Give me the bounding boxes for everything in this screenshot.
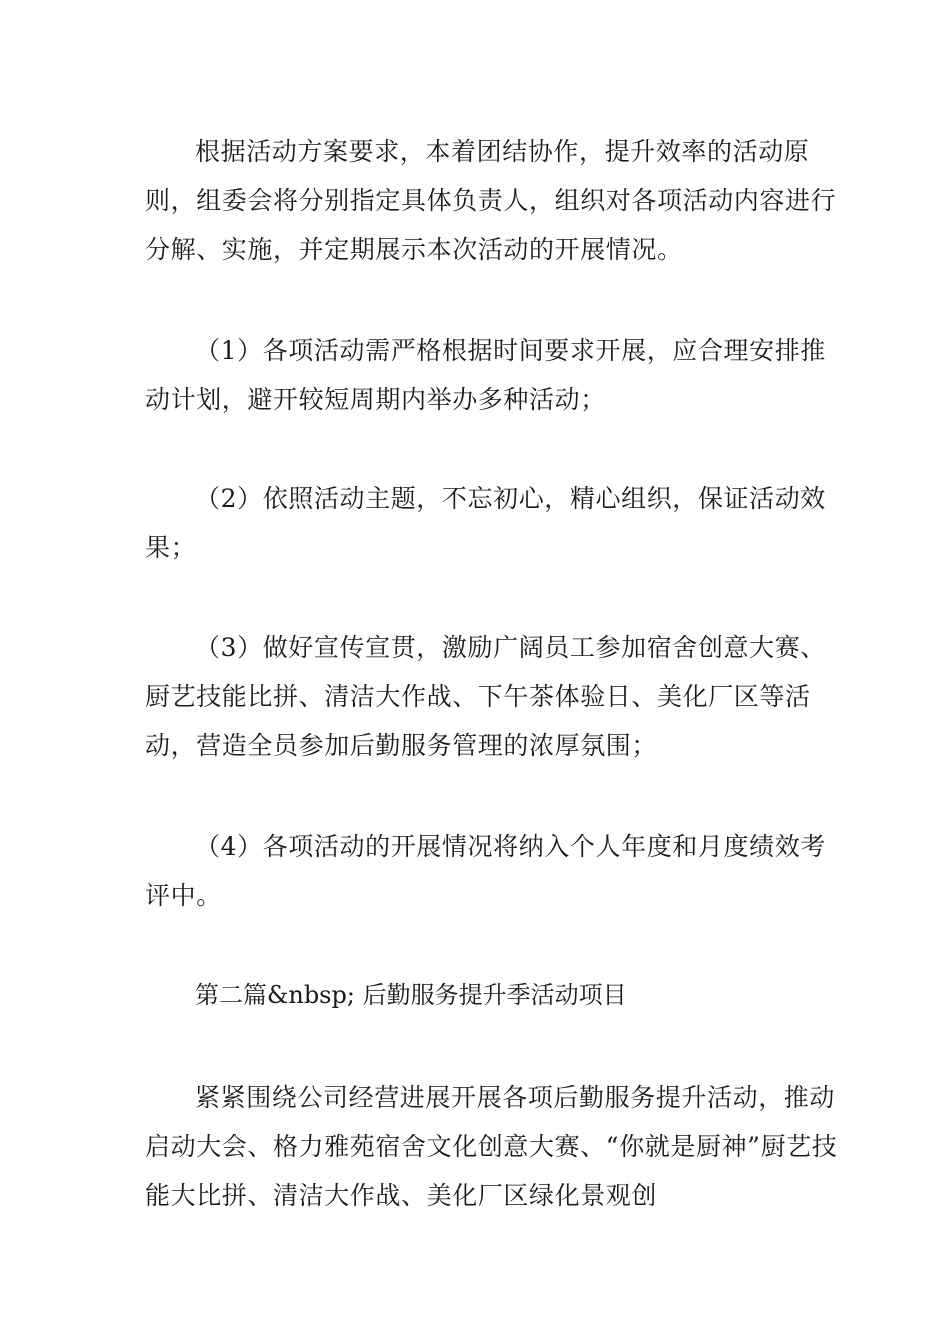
paragraph-item-1: （1）各项活动需严格根据时间要求开展，应合理安排推动计划，避开较短周期内举办多种活动； xyxy=(145,336,826,414)
paragraph-item-2: （2）依照活动主题，不忘初心，精心组织，保证活动效果； xyxy=(145,484,826,562)
paragraph-item-4: （4）各项活动的开展情况将纳入个人年度和月度绩效考评中。 xyxy=(145,832,826,910)
section-heading: 第二篇&nbsp; 后勤服务提升季活动项目 xyxy=(195,981,627,1009)
paragraph-activity-principle: 根据活动方案要求，本着团结协作，提升效率的活动原则，组委会将分别指定具体负责人，组织对各项活动内容进行分解、实施，并定期展示本次活动的开展情况。 xyxy=(145,137,837,264)
paragraph-section-intro: 紧紧围绕公司经营进展开展各项后勤服务提升活动，推动启动大会、格力雅苑宿舍文化创意大赛、“你就是厨神”厨艺技能大比拼、清洁大作战、美化厂区绿化景观创 xyxy=(145,1083,838,1210)
paragraph-item-3: （3）做好宣传宣贯，激励广阔员工参加宿舍创意大赛、厨艺技能比拼、清洁大作战、下午茶体验日、美化厂区等活动，营造全员参加后勤服务管理的浓厚氛围； xyxy=(145,633,826,760)
